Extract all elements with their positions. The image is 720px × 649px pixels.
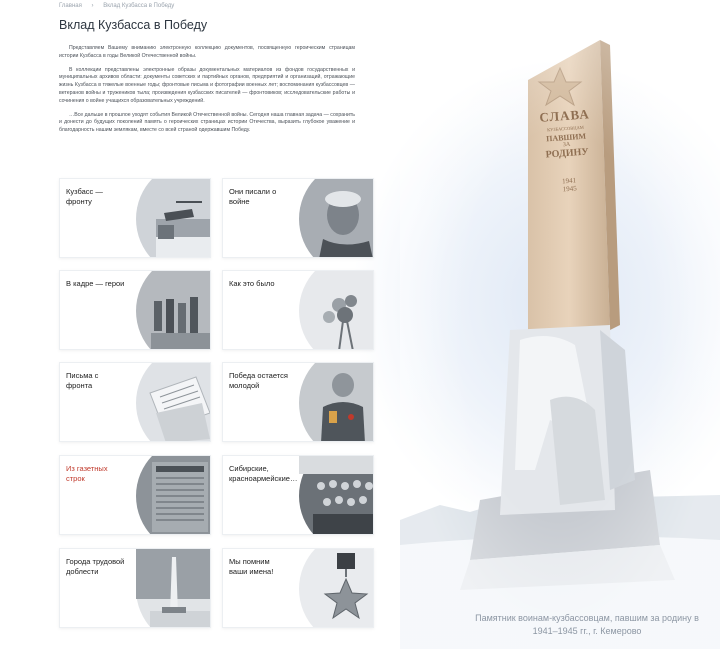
obelisk-photo-icon: [136, 549, 210, 628]
intro-text: [59, 45, 355, 141]
monument-caption: Памятник воинам-кузбассовцам, павшим за родину в 1941–1945 гг., г. Кемерово: [475, 613, 699, 636]
card-kuzbass-front[interactable]: [59, 178, 211, 258]
boy-photo-icon: [299, 363, 373, 442]
monument-illustration: [400, 0, 720, 649]
inscription-line: КУЗБАССОВЦАМ: [547, 124, 584, 133]
intro-paragraph: …Все дальше в прошлое уходят события Великой Отечественной войны. Сегодня наша главная задача — сохранить и донести до будущих поколений память о героических страницах истории Отечества, выразить глубокое уважение и благодарность нашим землякам, вместе со всей страной одержавшим Победу.: [59, 111, 355, 134]
inscription-line: 1941: [561, 176, 577, 186]
card-newspaper-lines[interactable]: [59, 455, 211, 535]
inscription-line: ЗА: [562, 141, 571, 149]
card-they-wrote[interactable]: [222, 178, 374, 258]
crowd-photo-icon: [299, 456, 373, 535]
letters-photo-icon: [136, 363, 210, 442]
inscription-line: 1945: [562, 184, 577, 194]
card-label: Из газетных строк: [66, 464, 108, 483]
card-how-it-was[interactable]: [222, 270, 374, 350]
tank-photo-icon: [136, 179, 210, 258]
inscription-line: РОДИНУ: [545, 146, 590, 161]
card-heroes-in-frame[interactable]: [59, 270, 211, 350]
card-label: Письма с фронта: [66, 371, 99, 390]
card-label: Мы помним ваши имена!: [229, 557, 274, 576]
intro-paragraph: В коллекции представлены электронные образы документальных материалов из фондов государственных и муниципальных архивов области: документы советских и партийных органов, предприятий и организаций, отражающие жизнь Кузбасса в тяжелые военные годы; фронтовые письма и фотографии военных лет; воспоминания кузбассовцев — ветеранов войны и тружеников тыла; произведения кузбасских писателей — фронтовиков; исследовательские работы и сочинения о войне учащихся образовательных учреждений.: [59, 66, 355, 104]
breadcrumb-current: Вклад Кузбасса в Победу: [103, 3, 175, 9]
inscription-line: СЛАВА: [538, 106, 591, 125]
card-label: Города трудовой доблести: [66, 557, 125, 576]
soldiers-photo-icon: [136, 271, 210, 350]
page-title: Вклад Кузбасса в Победу: [59, 18, 208, 32]
card-label: Как это было: [229, 279, 275, 288]
writer-portrait-icon: [299, 179, 373, 258]
newspaper-photo-icon: [136, 456, 210, 535]
breadcrumb-separator: ›: [91, 3, 94, 9]
card-label: Сибирские, красноармейские…: [229, 464, 298, 483]
breadcrumb: [59, 3, 182, 9]
card-label: Победа остается молодой: [229, 371, 288, 390]
intro-paragraph: Представляем Вашему вниманию электронную коллекцию документов, посвященную героическим страницам истории Кузбасса в годы Великой Отечественной войны.: [59, 45, 355, 59]
breadcrumb-home-link[interactable]: Главная: [59, 3, 82, 9]
card-letters-from-front[interactable]: [59, 362, 211, 442]
star-medal-icon: [299, 549, 373, 628]
monument-inscription: [529, 106, 605, 196]
card-label: Они писали о войне: [229, 187, 277, 206]
card-label: В кадре — герои: [66, 279, 125, 288]
card-label: Кузбасс — фронту: [66, 187, 103, 206]
inscription-line: ПАВШИМ: [545, 131, 587, 144]
card-siberian-red-banner[interactable]: [222, 455, 374, 535]
card-cities-labor-valor[interactable]: [59, 548, 211, 628]
flowers-photo-icon: [299, 271, 373, 350]
card-we-remember-names[interactable]: [222, 548, 374, 628]
card-victory-young[interactable]: [222, 362, 374, 442]
